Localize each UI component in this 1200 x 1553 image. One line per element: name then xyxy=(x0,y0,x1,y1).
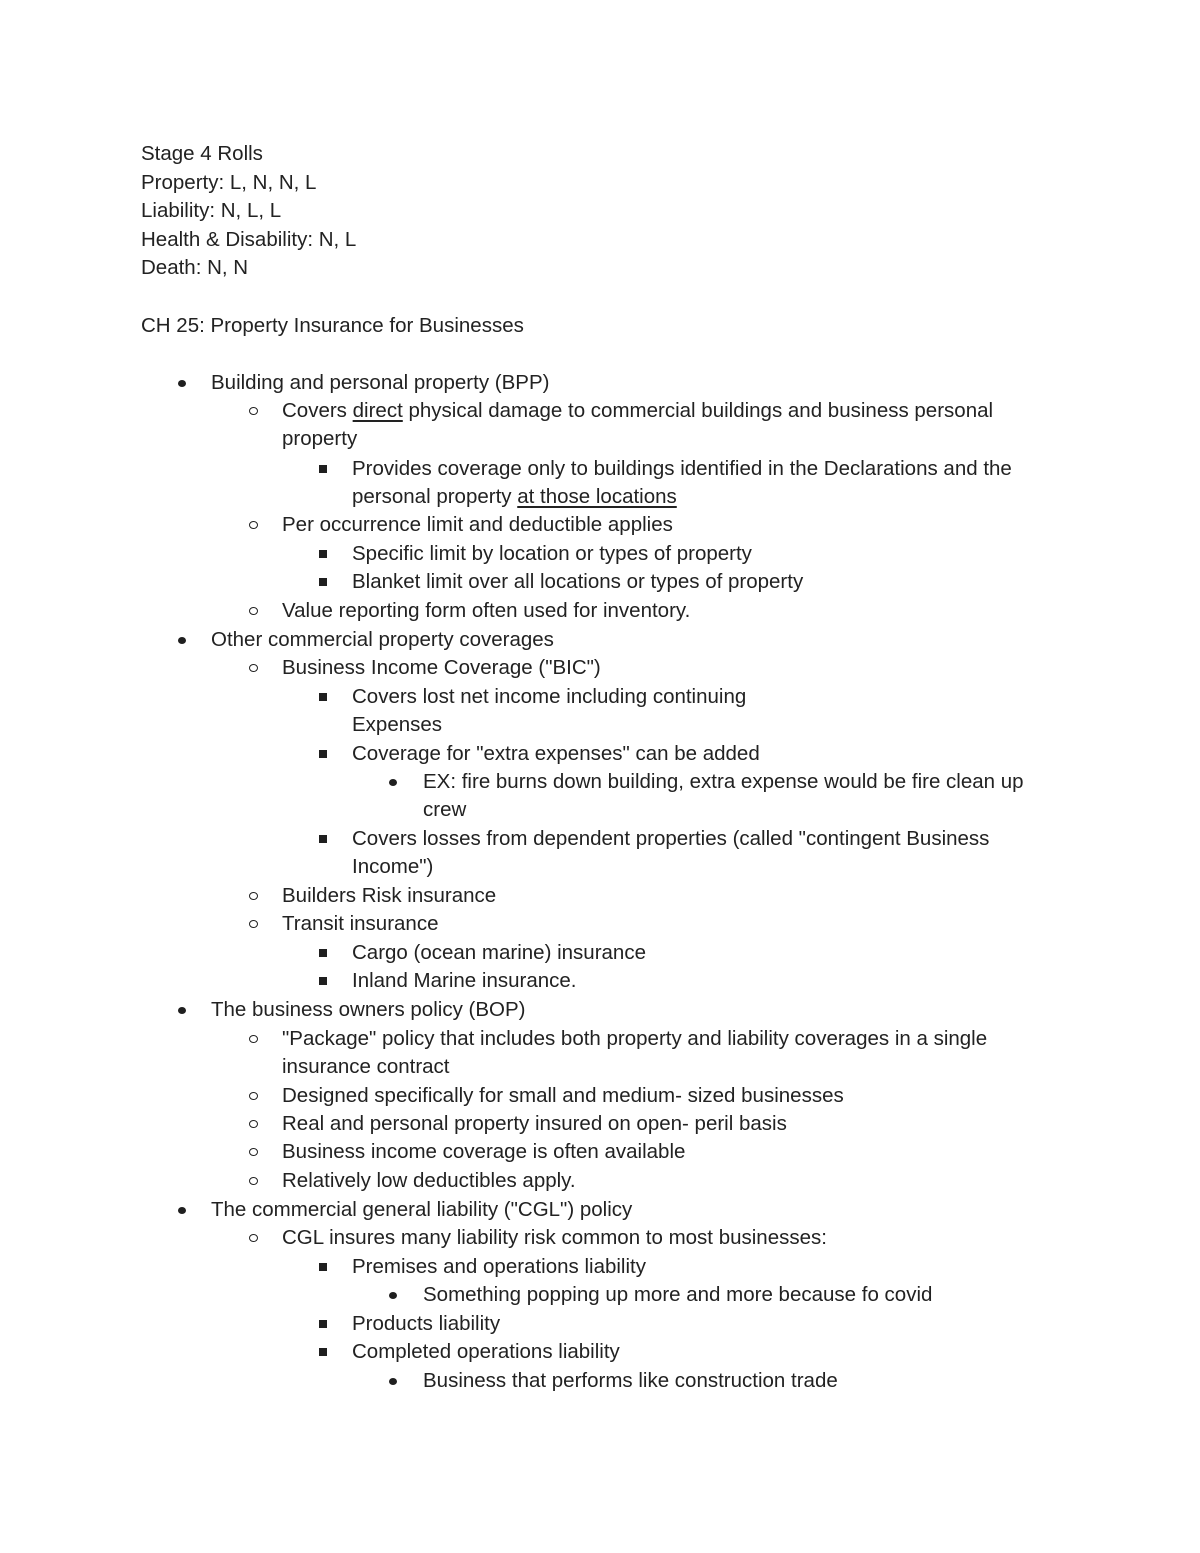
bullet-square-icon xyxy=(318,568,330,596)
bullet-dot-icon xyxy=(178,1196,190,1224)
bullet-dot-icon xyxy=(178,996,190,1024)
bullet-circle-icon xyxy=(249,1138,261,1166)
liability-rolls: Liability: N, L, L xyxy=(141,199,282,222)
bullet-circle-icon xyxy=(249,1167,261,1195)
stage-title: Stage 4 Rolls xyxy=(141,142,263,165)
bpp-provides-line1: Provides coverage only to buildings identified in the Declarations and the xyxy=(352,457,1012,480)
bullet-square-icon xyxy=(318,1310,330,1338)
cgl-covid: Something popping up more and more because fo covid xyxy=(423,1283,933,1306)
other-transit: Transit insurance xyxy=(282,912,439,935)
cgl-completed: Completed operations liability xyxy=(352,1340,620,1363)
bpp-heading: Building and personal property (BPP) xyxy=(211,371,550,394)
other-builders-risk: Builders Risk insurance xyxy=(282,884,497,907)
other-example-line2: crew xyxy=(423,798,467,821)
cgl-products: Products liability xyxy=(352,1312,501,1335)
bullet-circle-icon xyxy=(249,1082,261,1110)
bullet-dot-icon xyxy=(389,1281,401,1309)
property-rolls: Property: L, N, N, L xyxy=(141,171,317,194)
bullet-circle-icon xyxy=(249,597,261,625)
bullet-circle-icon xyxy=(249,882,261,910)
bullet-square-icon xyxy=(318,683,330,711)
bop-package-line1: "Package" policy that includes both property and liability coverages in a single xyxy=(282,1027,988,1050)
bop-package-line2: insurance contract xyxy=(282,1055,450,1078)
bullet-square-icon xyxy=(318,825,330,853)
bpp-covers-continued: property xyxy=(282,427,358,450)
bullet-circle-icon xyxy=(249,1110,261,1138)
cgl-construction: Business that performs like construction trade xyxy=(423,1369,838,1392)
bullet-circle-icon xyxy=(249,1025,261,1053)
bullet-circle-icon xyxy=(249,654,261,682)
other-heading: Other commercial property coverages xyxy=(211,628,554,651)
other-lost-income-line2: Expenses xyxy=(352,713,443,736)
bullet-square-icon xyxy=(318,540,330,568)
bpp-covers: Covers direct physical damage to commercial buildings and business personal xyxy=(282,399,994,422)
bullet-square-icon xyxy=(318,740,330,768)
bpp-per-occurrence: Per occurrence limit and deductible applies xyxy=(282,513,673,536)
bullet-circle-icon xyxy=(249,1224,261,1252)
bullet-dot-icon xyxy=(178,626,190,654)
bop-deductibles: Relatively low deductibles apply. xyxy=(282,1169,576,1192)
cgl-insures: CGL insures many liability risk common to most businesses: xyxy=(282,1226,827,1249)
bpp-specific-limit: Specific limit by location or types of property xyxy=(352,542,752,565)
chapter-title: CH 25: Property Insurance for Businesses xyxy=(141,314,524,337)
other-dependent-line1: Covers losses from dependent properties (called "contingent Business xyxy=(352,827,990,850)
other-inland: Inland Marine insurance. xyxy=(352,969,577,992)
other-bic: Business Income Coverage ("BIC") xyxy=(282,656,601,679)
bpp-blanket-limit: Blanket limit over all locations or types of property xyxy=(352,570,804,593)
other-cargo: Cargo (ocean marine) insurance xyxy=(352,941,646,964)
bullet-square-icon xyxy=(318,1338,330,1366)
bullet-circle-icon xyxy=(249,397,261,425)
bpp-provides-line2: personal property at those locations xyxy=(352,485,677,508)
cgl-premises: Premises and operations liability xyxy=(352,1255,646,1278)
other-lost-income-line1: Covers lost net income including continuing xyxy=(352,685,747,708)
bop-heading: The business owners policy (BOP) xyxy=(211,998,526,1021)
bullet-dot-icon xyxy=(389,768,401,796)
bullet-square-icon xyxy=(318,967,330,995)
bullet-square-icon xyxy=(318,455,330,483)
bop-designed: Designed specifically for small and medium- sized businesses xyxy=(282,1084,844,1107)
health-rolls: Health & Disability: N, L xyxy=(141,228,357,251)
bop-open-peril: Real and personal property insured on open- peril basis xyxy=(282,1112,787,1135)
bullet-square-icon xyxy=(318,1253,330,1281)
bullet-square-icon xyxy=(318,939,330,967)
cgl-heading: The commercial general liability ("CGL") policy xyxy=(211,1198,633,1221)
underlined-direct: direct xyxy=(352,399,403,422)
bullet-dot-icon xyxy=(389,1367,401,1395)
bullet-circle-icon xyxy=(249,511,261,539)
other-dependent-line2: Income") xyxy=(352,855,434,878)
other-example-line1: EX: fire burns down building, extra expense would be fire clean up xyxy=(423,770,1024,793)
bpp-value-reporting: Value reporting form often used for inventory. xyxy=(282,599,691,622)
bullet-dot-icon xyxy=(178,369,190,397)
underlined-locations: at those locations xyxy=(517,485,677,508)
death-rolls: Death: N, N xyxy=(141,256,249,279)
bop-business-income: Business income coverage is often available xyxy=(282,1140,686,1163)
bullet-circle-icon xyxy=(249,910,261,938)
other-extra-expenses: Coverage for "extra expenses" can be added xyxy=(352,742,760,765)
